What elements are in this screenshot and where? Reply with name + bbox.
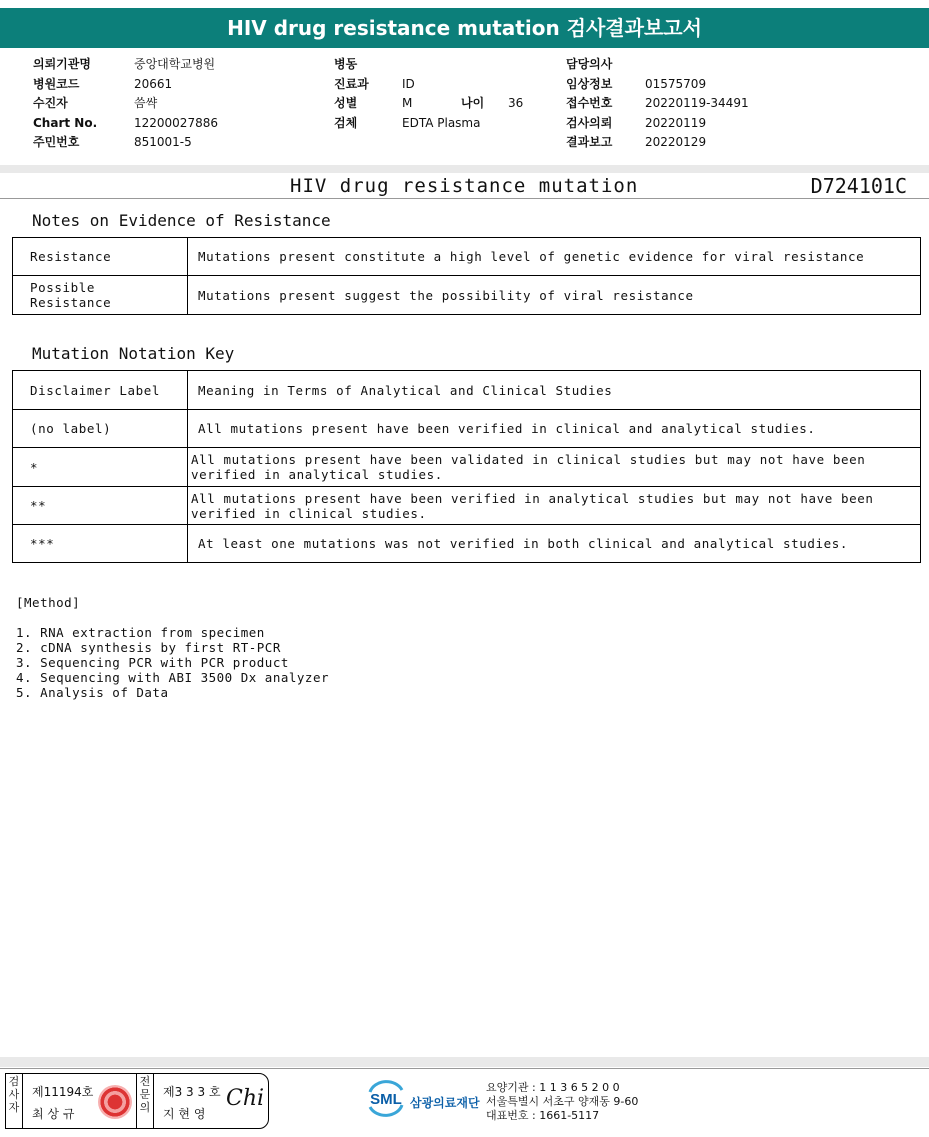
info-value: 중앙대학교병원 [134, 57, 216, 71]
notes-label-cell: Resistance [13, 238, 188, 276]
sml-logo-text: SML [370, 1091, 402, 1108]
info-value: 씀쌱 [134, 96, 158, 110]
info-value: 20220119 [645, 115, 707, 130]
org-address-line: 대표번호 : 1661-5117 [486, 1109, 600, 1122]
info-label: 결과보고 [566, 135, 613, 149]
sml-logo-icon [364, 1078, 408, 1118]
info-row [566, 75, 806, 95]
info-row [566, 94, 806, 114]
doc-title: HIV drug resistance mutation [290, 175, 639, 197]
info-value: 12200027886 [134, 115, 218, 130]
method-step: 3. Sequencing PCR with PCR product [16, 655, 289, 670]
info-label: 병원코드 [33, 76, 80, 91]
info-label: 검체 [334, 115, 358, 130]
info-row [334, 94, 554, 114]
info-value: ID [402, 76, 415, 91]
key-table [12, 370, 921, 563]
key-text-cell: All mutations present have been verified in clinical and analytical studies. [188, 410, 921, 448]
doc-title-bar [0, 174, 929, 199]
inspector-label-text: 검사자 [8, 1075, 20, 1114]
org-address-line: 서울특별시 서초구 양재동 9-60 [486, 1095, 639, 1108]
info-row [33, 55, 313, 75]
table-row [13, 525, 921, 563]
info-label: 성별 [334, 96, 358, 110]
key-heading: Mutation Notation Key [32, 344, 235, 363]
notes-text-cell: Mutations present constitute a high level of genetic evidence for viral resistance [188, 238, 921, 276]
info-label: 접수번호 [566, 96, 613, 110]
key-label-cell: Disclaimer Label [13, 371, 188, 410]
info-label: 주민번호 [33, 135, 80, 149]
info-label: 수진자 [33, 96, 68, 110]
info-row [33, 114, 313, 134]
info-label: 병동 [334, 57, 358, 71]
info-row [33, 94, 313, 114]
info-label: 검사의뢰 [566, 115, 613, 130]
info-label: 진료과 [334, 76, 369, 91]
key-label-cell: *** [13, 525, 188, 563]
info-label: 임상정보 [566, 76, 613, 91]
table-row [13, 371, 921, 410]
method-heading: [Method] [16, 595, 81, 610]
info-row [334, 55, 554, 75]
method-step: 4. Sequencing with ABI 3500 Dx analyzer [16, 670, 329, 685]
info-value: 20220129 [645, 135, 707, 149]
info-row [33, 75, 313, 95]
info-value: 20661 [134, 76, 173, 91]
org-address [486, 1081, 638, 1123]
table-row [13, 487, 921, 525]
key-label-cell: (no label) [13, 410, 188, 448]
info-value: M [402, 96, 413, 110]
info-row [566, 55, 806, 75]
info-column-2 [334, 55, 554, 133]
info-value: 20220119-34491 [645, 96, 749, 110]
key-text-cell: All mutations present have been verified in analytical studies but may not have been verified in clinical studies. [188, 487, 921, 525]
info-column-1 [33, 55, 313, 153]
key-label-cell: ** [13, 487, 188, 525]
info-value: 01575709 [645, 76, 707, 91]
info-label: Chart No. [33, 115, 98, 130]
footer-divider [0, 1057, 929, 1067]
specialist-label-text: 전문의 [139, 1075, 151, 1114]
table-row [13, 276, 921, 315]
info-column-3 [566, 55, 806, 153]
notes-heading: Notes on Evidence of Resistance [32, 211, 331, 230]
info-row [566, 133, 806, 153]
table-row [13, 448, 921, 487]
table-row [13, 410, 921, 448]
specialist-name: 지 현 영 [163, 1107, 206, 1121]
header-divider [0, 165, 929, 173]
info-value: EDTA Plasma [402, 115, 481, 130]
key-label-cell: * [13, 448, 188, 487]
inspector-number: 제11194호 [32, 1085, 94, 1099]
method-step: 1. RNA extraction from specimen [16, 625, 265, 640]
report-title-banner [0, 8, 929, 48]
info-row [334, 75, 554, 95]
table-row [13, 238, 921, 276]
signature: Chi [226, 1086, 265, 1111]
info-row [334, 114, 554, 134]
key-text-cell: At least one mutations was not verified in both clinical and analytical studies. [188, 525, 921, 563]
signature-box [5, 1073, 269, 1129]
notes-label-cell: Possible Resistance [13, 276, 188, 315]
official-seal-icon [98, 1085, 132, 1119]
info-label: 의뢰기관명 [33, 57, 91, 71]
info-value: 851001-5 [134, 135, 192, 149]
method-step: 5. Analysis of Data [16, 685, 169, 700]
info-row [566, 114, 806, 134]
specialist-number: 제3 3 3 호 [163, 1085, 221, 1099]
inspector-name: 최 상 규 [32, 1107, 75, 1121]
age-label: 나이 [461, 96, 485, 110]
footer-line [0, 1068, 929, 1069]
org-name: 삼광의료재단 [410, 1096, 480, 1110]
doc-code: D724101C [810, 174, 907, 198]
key-text-cell: All mutations present have been validated in clinical studies but may not have been verified in analytical studies. [188, 448, 921, 487]
specialist-label [136, 1074, 154, 1128]
notes-text-cell: Mutations present suggest the possibility of viral resistance [188, 276, 921, 315]
age-value: 36 [508, 96, 524, 110]
method-step: 2. cDNA synthesis by first RT-PCR [16, 640, 281, 655]
info-label: 담당의사 [566, 57, 613, 71]
key-text-cell: Meaning in Terms of Analytical and Clinical Studies [188, 371, 921, 410]
report-title: HIV drug resistance mutation 검사결과보고서 [227, 16, 702, 40]
notes-table [12, 237, 921, 315]
info-row [33, 133, 313, 153]
org-address-line: 요양기관 : 1 1 3 6 5 2 0 0 [486, 1081, 620, 1094]
inspector-label [6, 1074, 23, 1128]
